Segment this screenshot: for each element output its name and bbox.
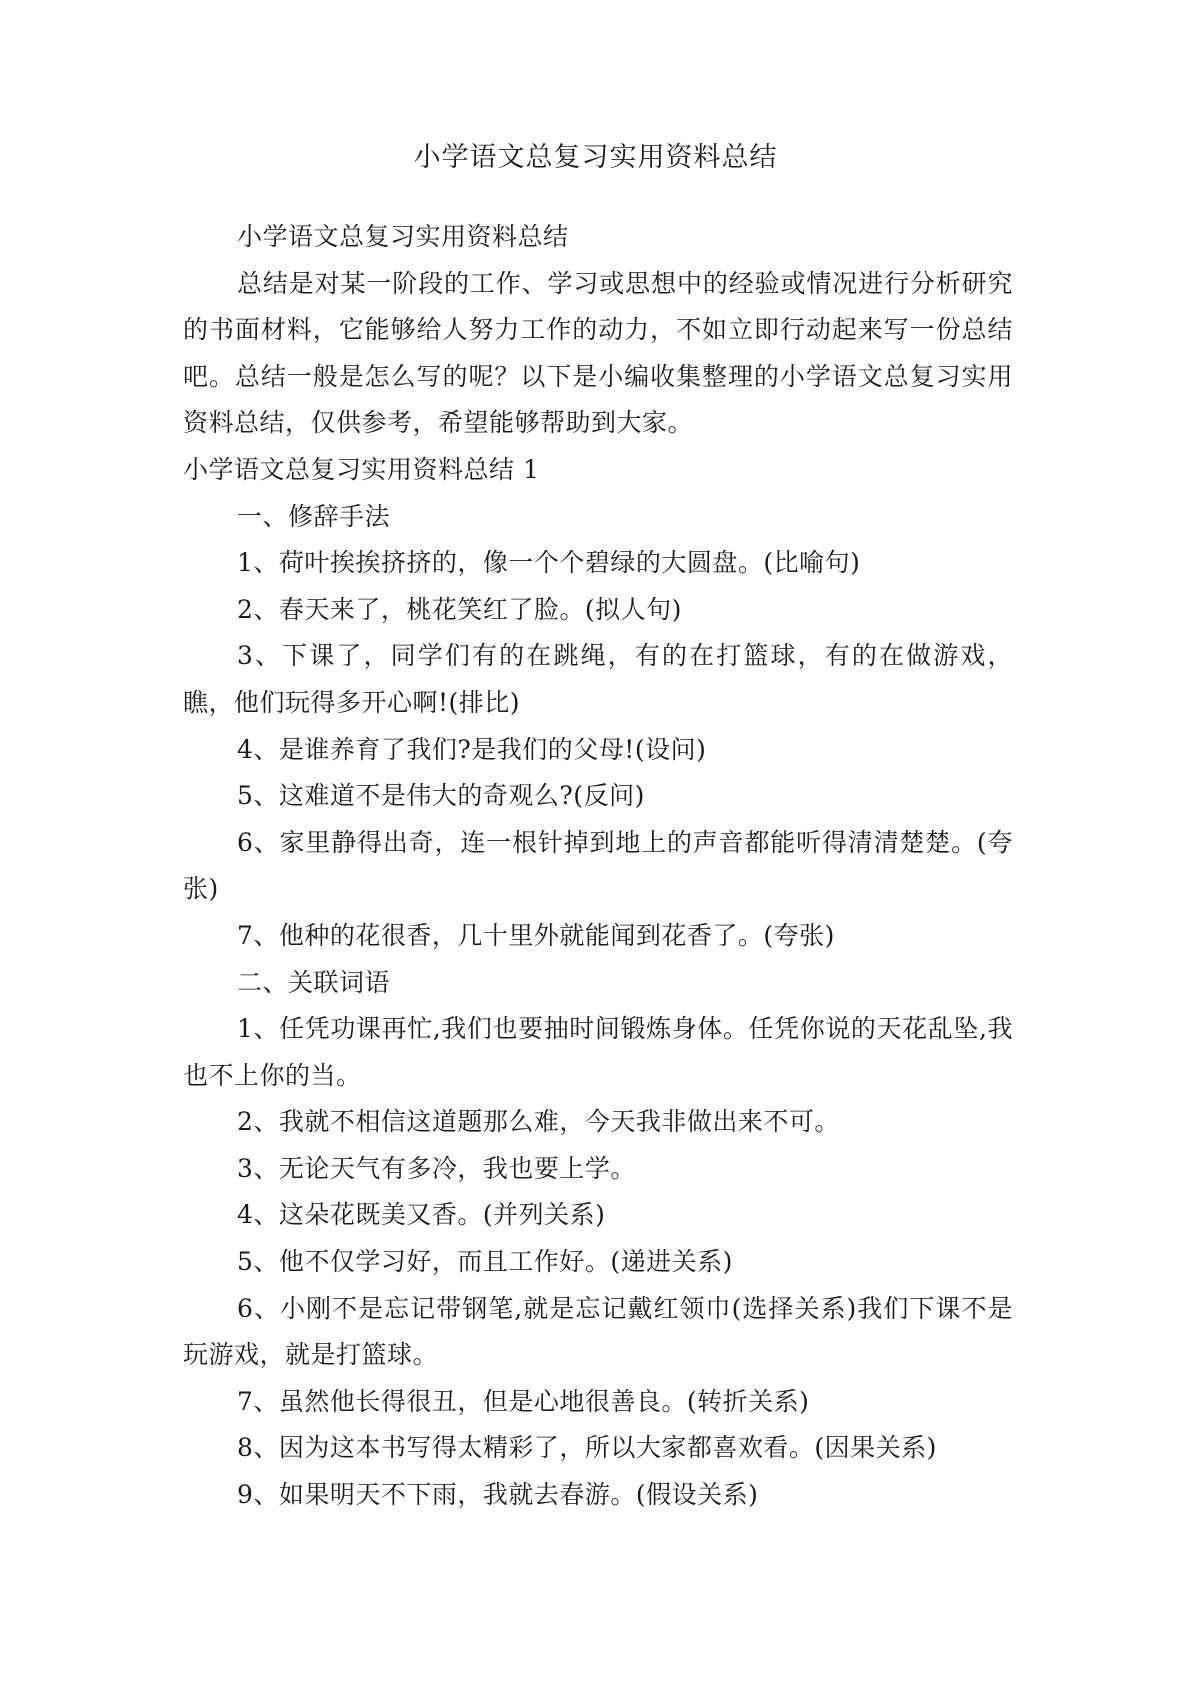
paragraph: 3、无论天气有多冷，我也要上学。 <box>237 1153 636 1183</box>
paragraph: 6、小刚不是忘记带钢笔,就是忘记戴红领巾(选择关系)我们下课不是玩游戏，就是打篮球。 <box>183 1293 1013 1370</box>
paragraph: 1、任凭功课再忙,我们也要抽时间锻炼身体。任凭你说的天花乱坠,我也不上你的当。 <box>183 1014 1013 1090</box>
paragraph: 7、他种的花很香，几十里外就能闻到花香了。(夸张) <box>237 920 835 950</box>
paragraph: 4、这朵花既美又香。(并列关系) <box>237 1200 606 1230</box>
paragraph: 4、是谁养育了我们?是我们的父母!(设问) <box>237 734 707 764</box>
paragraph: 5、这难道不是伟大的奇观么?(反问) <box>237 781 645 811</box>
paragraph: 3、下课了，同学们有的在跳绳，有的在打篮球，有的在做游戏，瞧，他们玩得多开心啊!(排比) <box>183 641 1013 717</box>
paragraph: 2、春天来了，桃花笑红了脸。(拟人句) <box>237 594 682 624</box>
paragraph: 一、修辞手法 <box>237 501 391 531</box>
paragraph: 二、关联词语 <box>237 967 391 997</box>
paragraph: 小学语文总复习实用资料总结 1 <box>183 454 540 484</box>
paragraph: 2、我就不相信这道题那么难，今天我非做出来不可。 <box>237 1107 840 1137</box>
paragraph: 9、如果明天不下雨，我就去春游。(假设关系) <box>237 1480 759 1510</box>
paragraph: 7、虽然他长得很丑，但是心地很善良。(转折关系) <box>237 1386 810 1416</box>
document-body <box>183 214 1013 1519</box>
paragraph: 1、荷叶挨挨挤挤的，像一个个碧绿的大圆盘。(比喻句) <box>237 548 861 578</box>
paragraph: 小学语文总复习实用资料总结 <box>237 222 569 251</box>
paragraph: 5、他不仅学习好，而且工作好。(递进关系) <box>237 1247 733 1277</box>
paragraph: 6、家里静得出奇，连一根针掉到地上的声音都能听得清清楚楚。(夸张) <box>183 827 1013 904</box>
paragraph: 8、因为这本书写得太精彩了，所以大家都喜欢看。(因果关系) <box>237 1433 937 1463</box>
paragraph: 总结是对某一阶段的工作、学习或思想中的经验或情况进行分析研究的书面材料，它能够给人努力工作的动力，不如立即行动起来写一份总结吧。总结一般是怎么写的呢？以下是小编收集整理的小学语文总复习实用资料总结，仅供参考，希望能够帮助到大家。 <box>183 268 1013 438</box>
document-title: 小学语文总复习实用资料总结 <box>413 142 778 173</box>
